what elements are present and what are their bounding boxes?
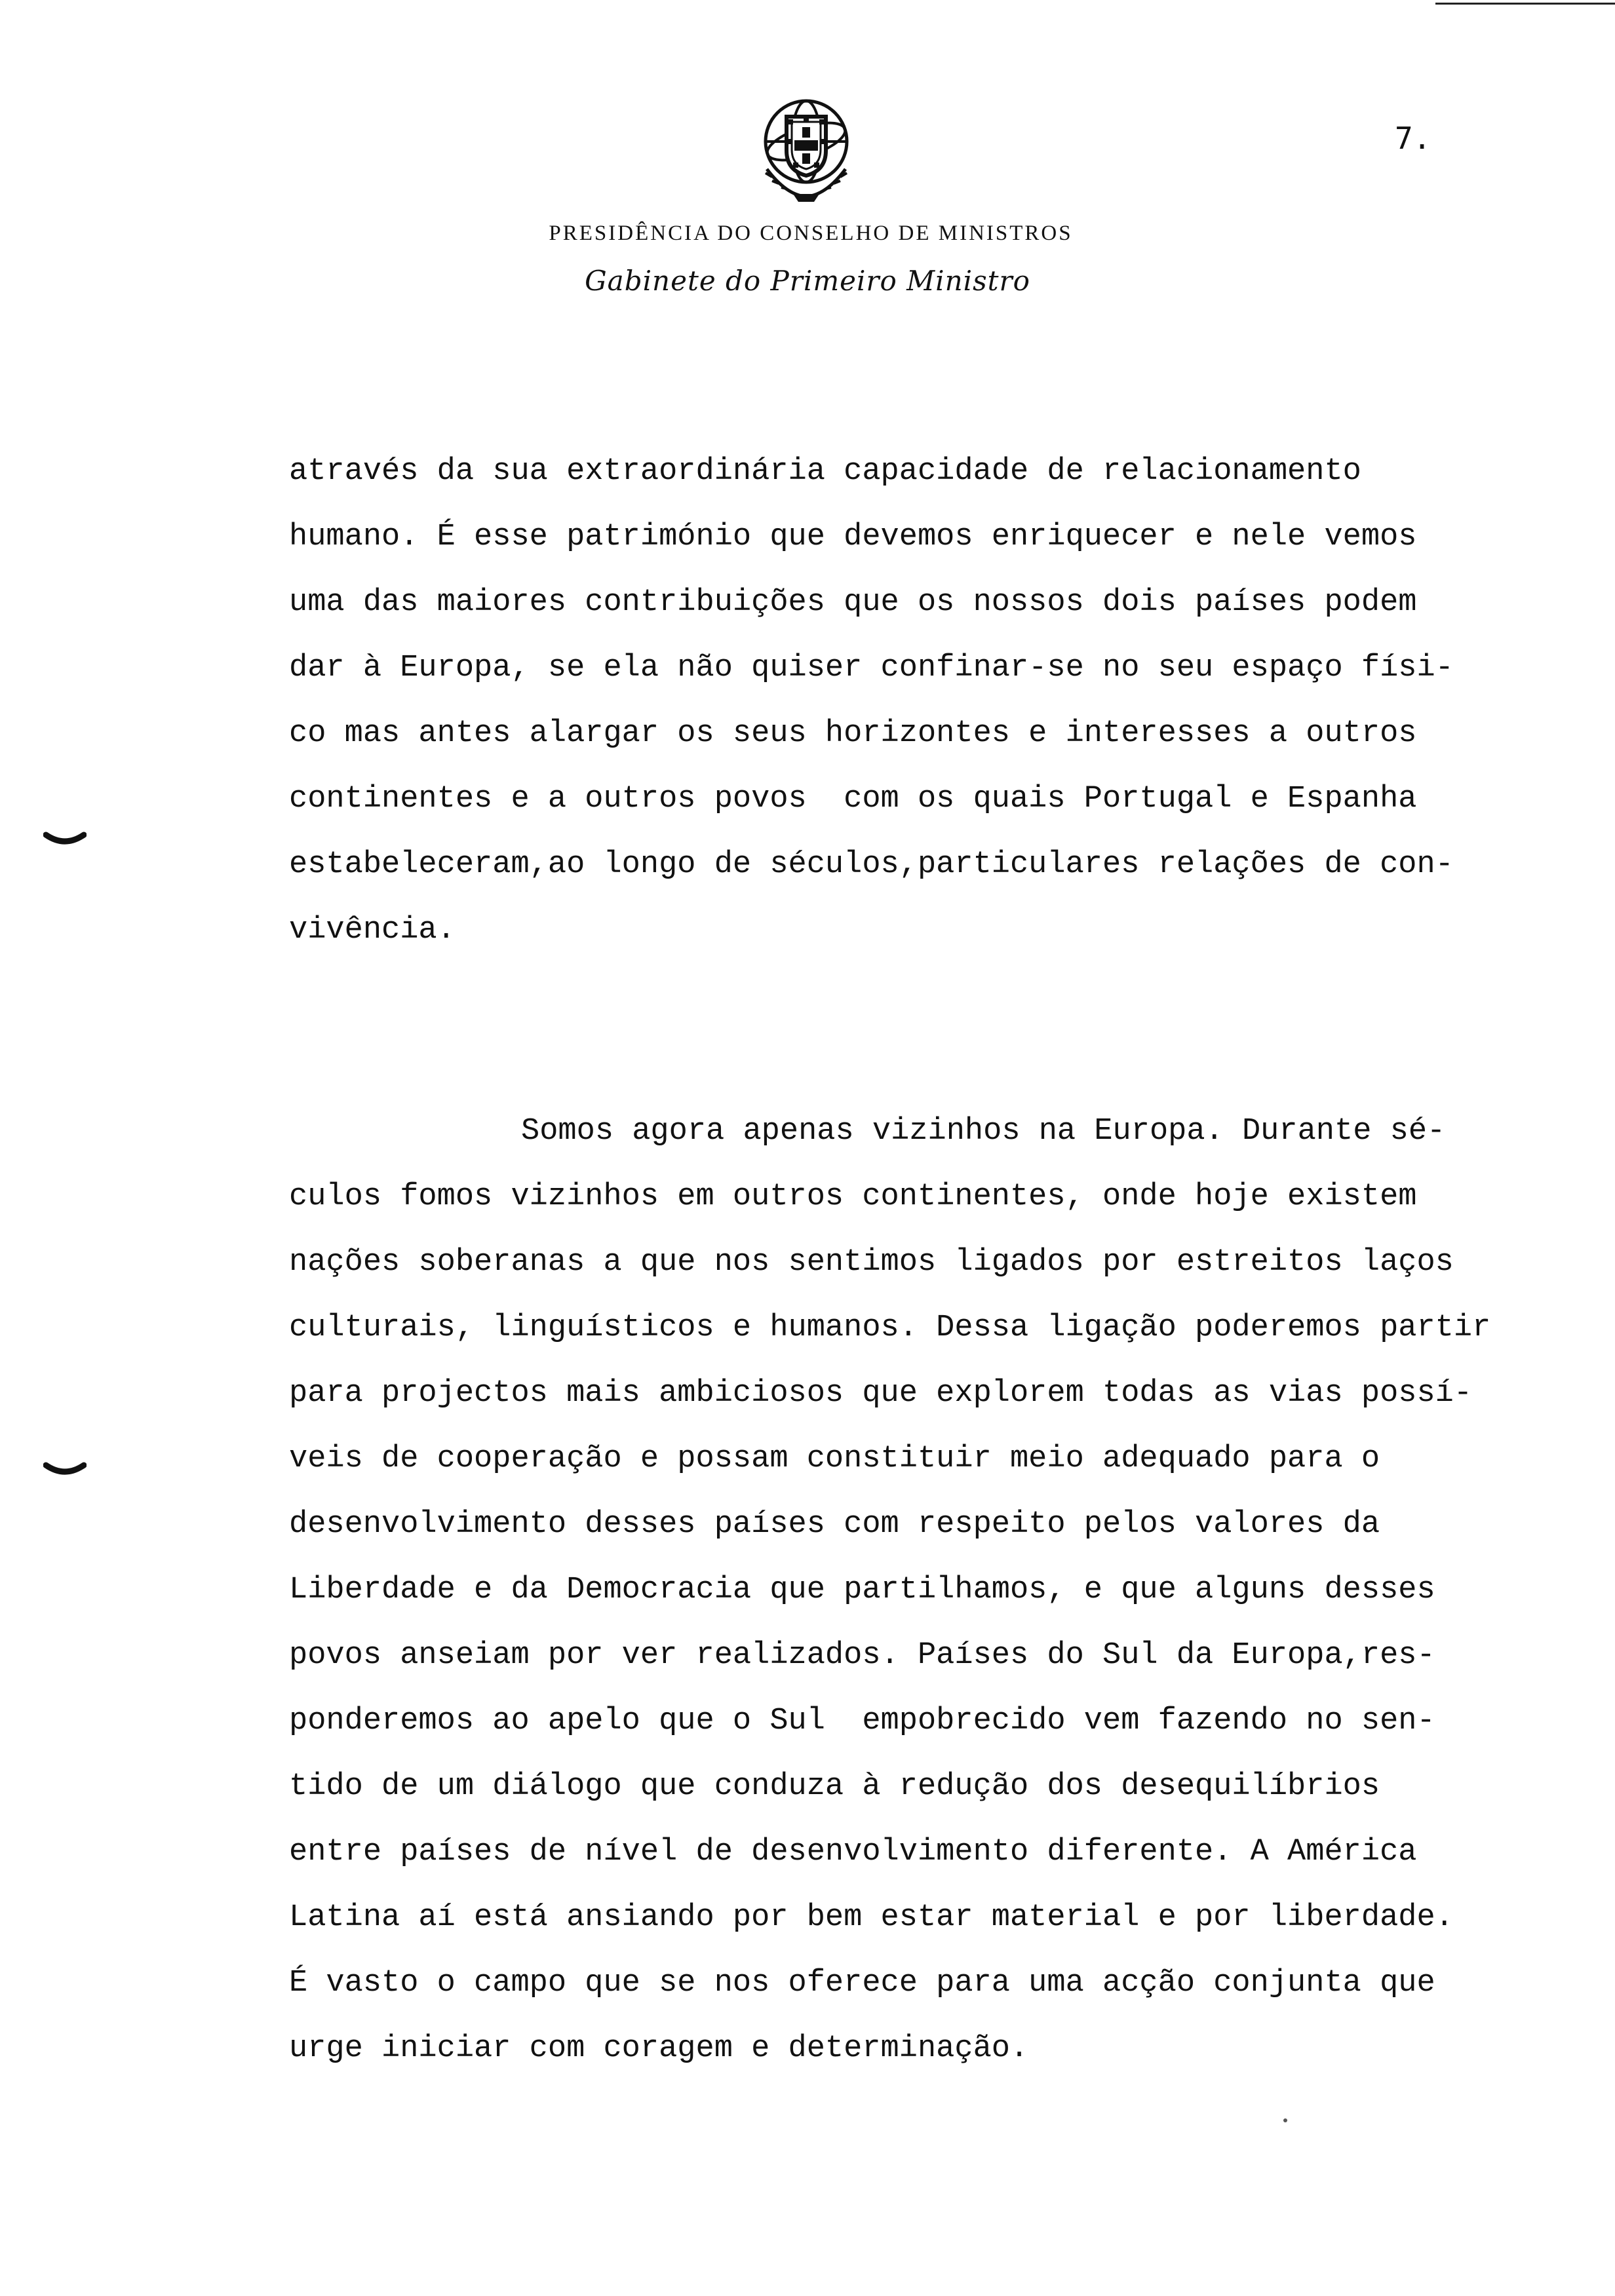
binder-mark-icon <box>43 831 87 851</box>
text-line: continentes e a outros povos com os quais Portugal e Espanha <box>289 782 1417 816</box>
text-line: ponderemos ao apelo que o Sul empobrecido vem fazendo no sen- <box>289 1704 1435 1738</box>
text-line: Latina aí está ansiando por bem estar material e por liberdade. <box>289 1900 1454 1935</box>
text-line: vivência. <box>289 913 456 947</box>
text-line: entre países de nível de desenvolvimento diferente. A América <box>289 1835 1417 1869</box>
top-edge-rule <box>1435 3 1615 5</box>
binder-mark-icon <box>43 1461 87 1481</box>
stray-dot <box>1283 2118 1287 2122</box>
text-line: estabeleceram,ao longo de séculos,particulares relações de con- <box>289 847 1454 882</box>
text-line: povos anseiam por ver realizados. Países do Sul da Europa,res- <box>289 1638 1435 1673</box>
page-number: 7. <box>1395 121 1431 156</box>
text-line: tido de um diálogo que conduza à redução dos desequilíbrios <box>289 1769 1380 1804</box>
text-line: desenvolvimento desses países com respeito pelos valores da <box>289 1507 1380 1542</box>
cabinet-subheading: Gabinete do Primeiro Ministro <box>585 265 1030 297</box>
text-line: nações soberanas a que nos sentimos ligados por estreitos laços <box>289 1245 1454 1280</box>
text-line: urge iniciar com coragem e determinação. <box>289 2031 1029 2066</box>
text-line: co mas antes alargar os seus horizontes e interesses a outros <box>289 716 1417 751</box>
text-line: veis de cooperação e possam constituir meio adequado para o <box>289 1442 1380 1476</box>
text-line: Somos agora apenas vizinhos na Europa. Durante sé- <box>521 1114 1446 1149</box>
text-line: uma das maiores contribuições que os nossos dois países podem <box>289 585 1417 620</box>
text-line: É vasto o campo que se nos oferece para uma acção conjunta que <box>289 1966 1435 2000</box>
text-line: culos fomos vizinhos em outros continentes, onde hoje existem <box>289 1179 1417 1214</box>
text-line: para projectos mais ambiciosos que explorem todas as vias possí- <box>289 1376 1473 1411</box>
text-line: humano. É esse património que devemos enriquecer e nele vemos <box>289 520 1417 554</box>
text-line: culturais, linguísticos e humanos. Dessa ligação poderemos partir <box>289 1311 1491 1345</box>
text-line: através da sua extraordinária capacidade de relacionamento <box>289 454 1361 489</box>
text-line: Liberdade e da Democracia que partilhamos, e que alguns desses <box>289 1573 1435 1607</box>
coat-of-arms-icon <box>741 90 872 208</box>
institution-heading: PRESIDÊNCIA DO CONSELHO DE MINISTROS <box>549 221 1073 245</box>
text-line: dar à Europa, se ela não quiser confinar-se no seu espaço físi- <box>289 651 1454 685</box>
